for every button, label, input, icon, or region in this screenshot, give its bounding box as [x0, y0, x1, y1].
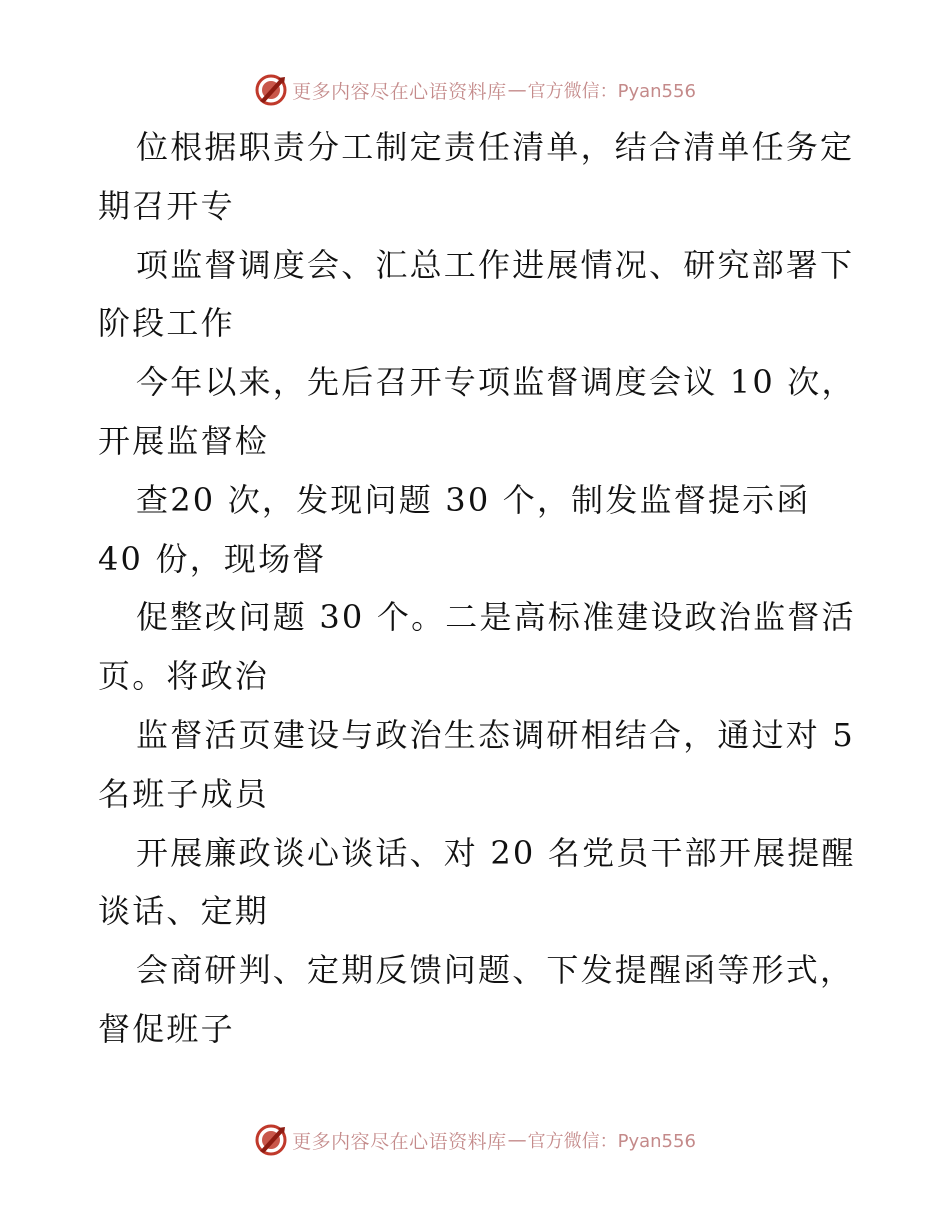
footer-watermark-banner	[0, 1120, 950, 1160]
header-watermark-banner	[0, 70, 950, 110]
text-line: 今年以来，先后召开专项监督调度会议 10 次，	[136, 363, 856, 402]
text-line: 督促班子	[98, 1009, 235, 1048]
text-line: 谈话、定期	[98, 892, 270, 931]
text-line: 期召开专	[98, 186, 235, 225]
text-line: 名班子成员	[98, 774, 270, 813]
text-line: 位根据职责分工制定责任清单，结合清单任务定	[136, 128, 855, 166]
red-quill-logo-icon	[254, 73, 288, 107]
text-line: 阶段工作	[98, 304, 235, 343]
text-line: 开展廉政谈心谈话、对 20 名党员干部开展提醒	[136, 833, 856, 872]
text-line: 页。将政治	[98, 657, 270, 696]
text-line: 开展监督检	[98, 421, 270, 460]
banner-separator: —	[507, 1129, 527, 1151]
promo-text: 更多内容尽在心语资料库	[292, 80, 507, 103]
text-line: 促整改问题 30 个。二是高标准建设政治监督活	[136, 598, 856, 637]
banner-separator: —	[507, 79, 527, 101]
text-line: 项监督调度会、汇总工作进展情况、研究部署下	[136, 245, 855, 284]
red-quill-logo-icon	[254, 1123, 288, 1157]
text-line: 会商研判、定期反馈问题、下发提醒函等形式，	[136, 951, 855, 990]
promo-text: 更多内容尽在心语资料库	[292, 1130, 507, 1153]
contact-text: 官方微信：Pyan556	[527, 81, 696, 102]
text-line: 40 份，现场督	[98, 539, 327, 578]
text-line: 监督活页建设与政治生态调研相结合，通过对 5	[136, 715, 855, 754]
document-body	[98, 124, 858, 1065]
text-line: 查20 次，发现问题 30 个，制发监督提示函	[136, 480, 811, 519]
contact-text: 官方微信：Pyan556	[527, 1131, 696, 1152]
